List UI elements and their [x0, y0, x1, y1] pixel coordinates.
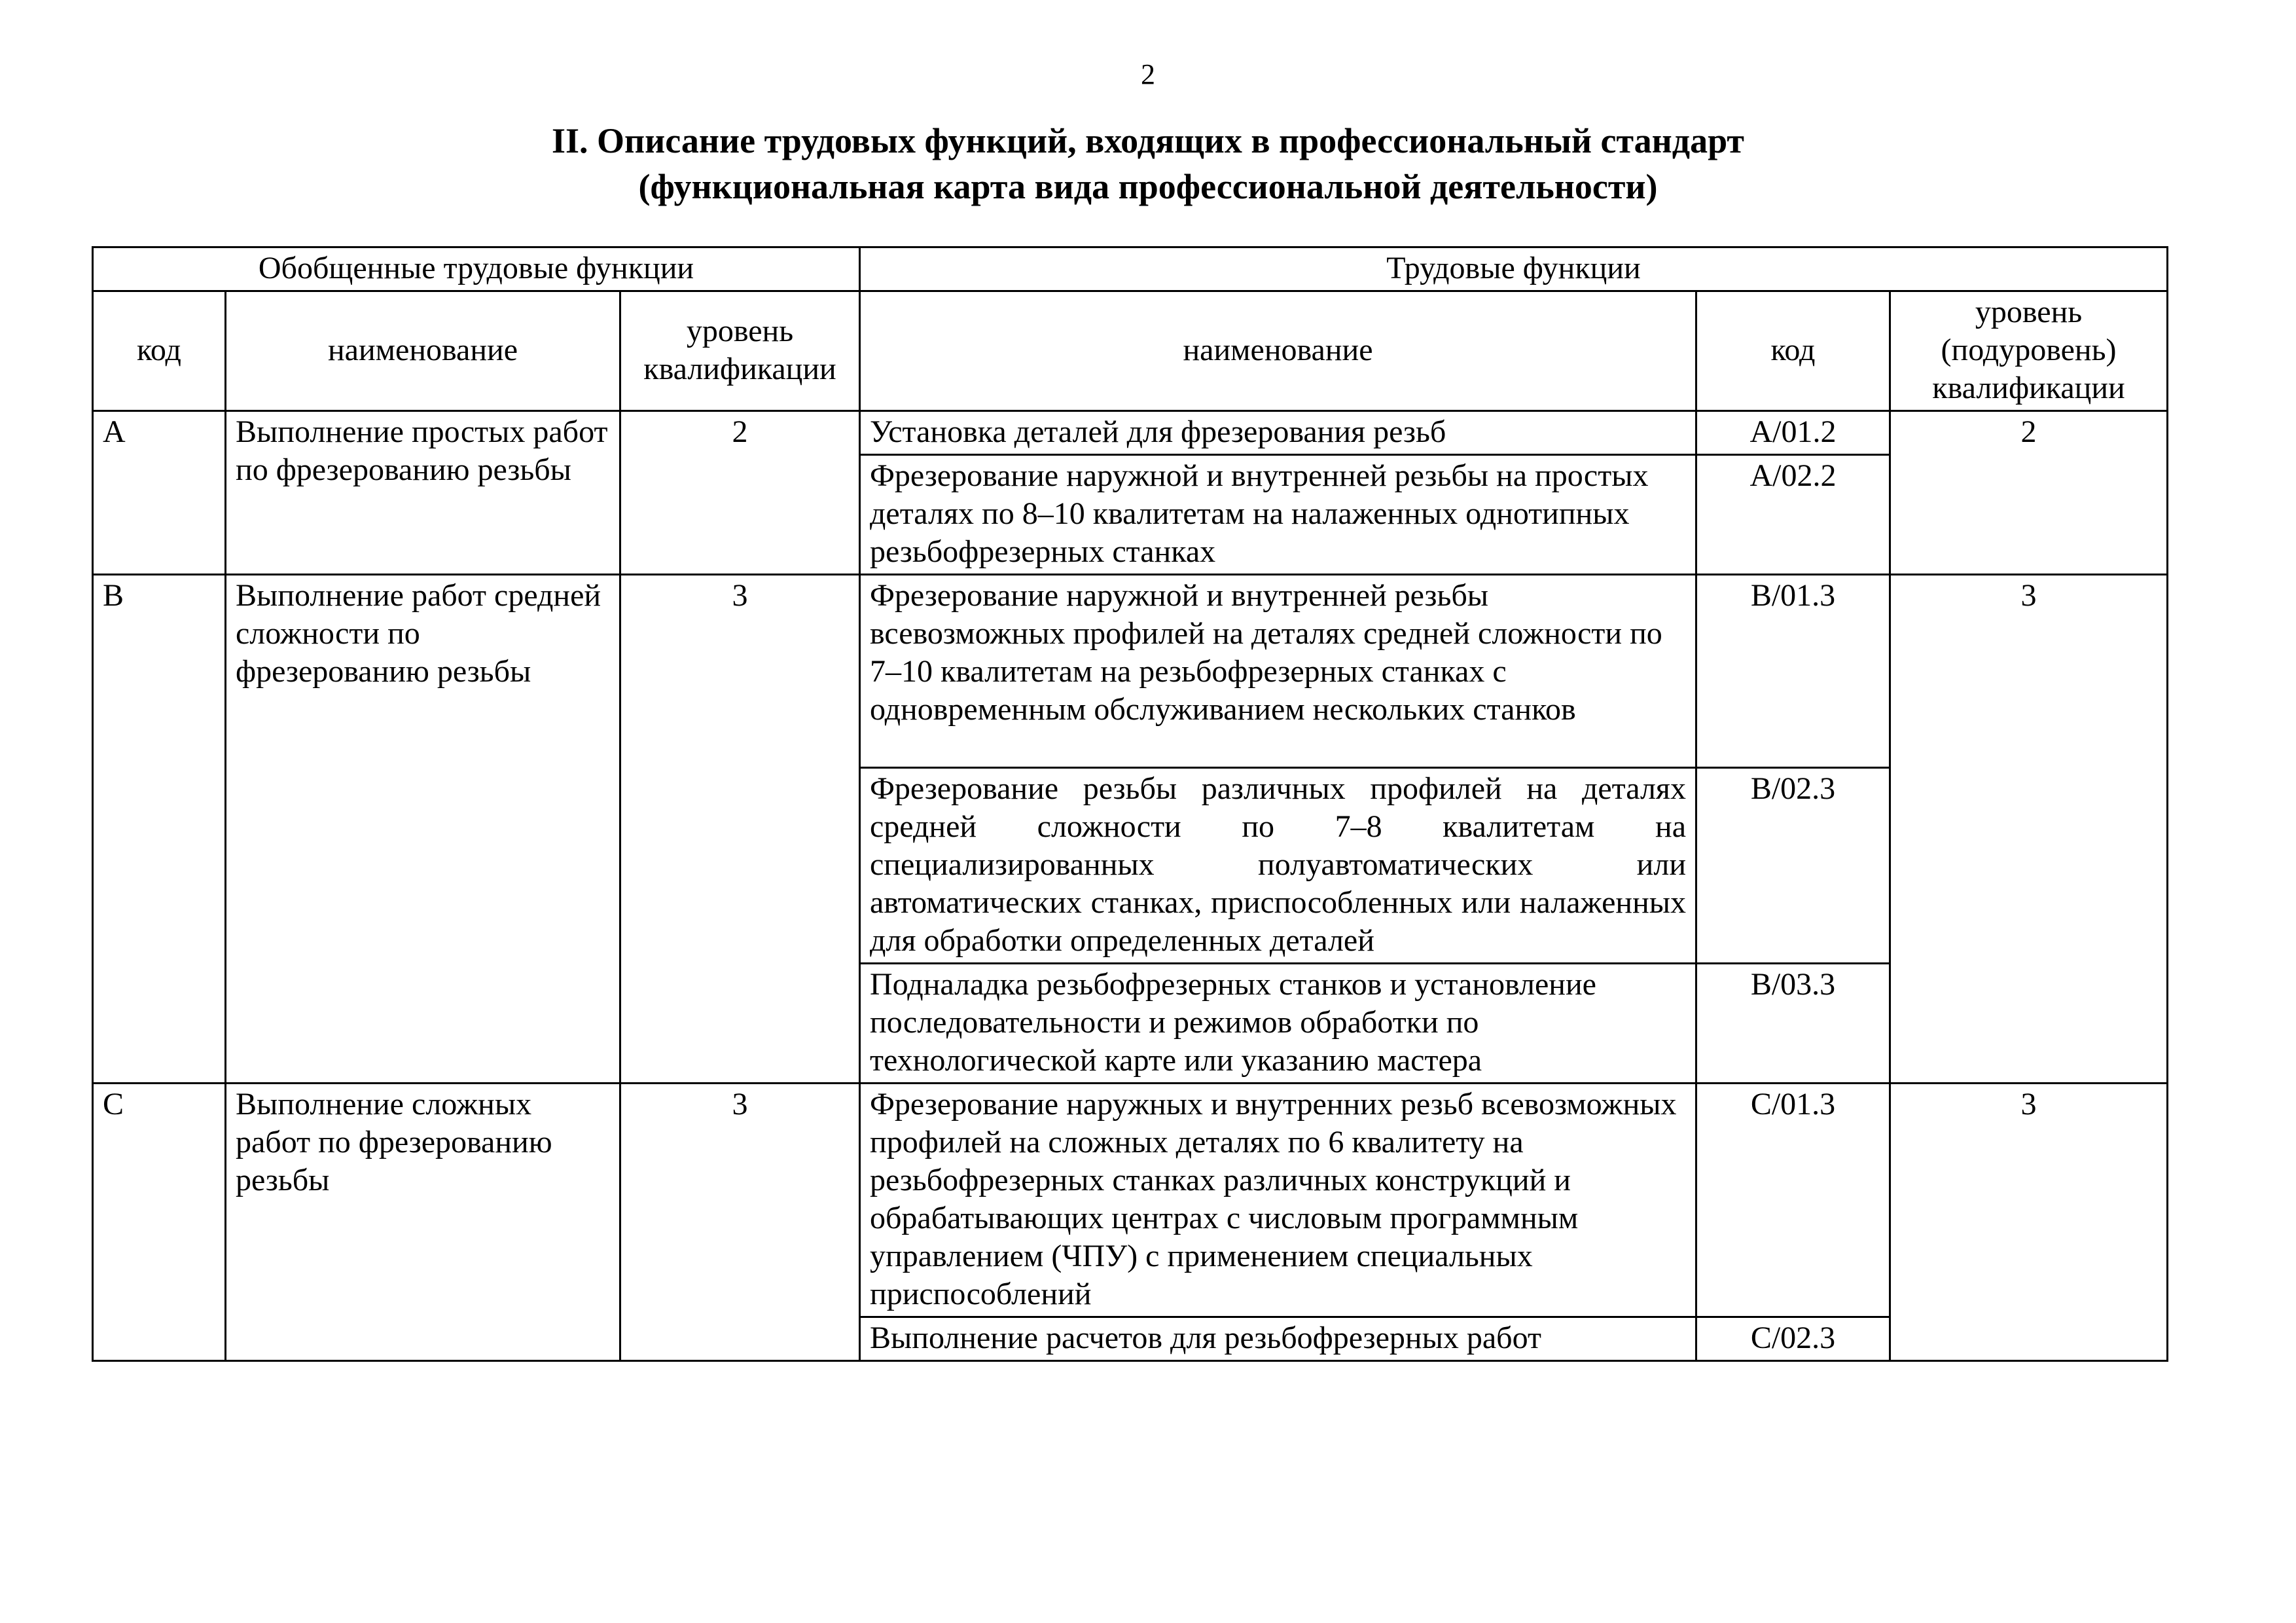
function-name: Фрезерование резьбы различных профилей на деталях средней сложности по 7–8 квалитетам на специализированных полуавтоматических или автоматических станках, приспособленных или налаженных для обработки определенных деталей [860, 768, 1696, 964]
function-code: B/02.3 [1696, 768, 1890, 964]
function-name: Фрезерование наружных и внутренних резьб всевозможных профилей на сложных деталях по 6 квалитету на резьбофрезерных станках различных конструкций и обрабатывающих центрах с числовым программным управлением (ЧПУ) с применением специальных приспособлений [860, 1084, 1696, 1317]
labor-functions-header: Трудовые функции [860, 247, 2168, 291]
function-sublevel: 3 [1890, 1084, 2168, 1361]
group-name: Выполнение работ средней сложности по фрезерованию резьбы [226, 575, 620, 1084]
table-row [93, 1084, 2168, 1317]
column-header-row [93, 291, 2168, 411]
gen-name-header: наименование [226, 291, 620, 411]
function-code: A/02.2 [1696, 455, 1890, 575]
title-line-2: (функциональная карта вида профессиональной деятельности) [638, 167, 1658, 206]
tf-code-header: код [1696, 291, 1890, 411]
group-code: A [93, 411, 226, 575]
function-name: Подналадка резьбофрезерных станков и установление последовательности и режимов обработки по технологической карте или указанию мастера [860, 964, 1696, 1084]
function-name: Выполнение расчетов для резьбофрезерных работ [860, 1317, 1696, 1361]
page-number: 2 [1141, 58, 1155, 90]
generalized-functions-header: Обобщенные трудовые функции [93, 247, 860, 291]
group-code: C [93, 1084, 226, 1361]
function-name: Фрезерование наружной и внутренней резьбы на простых деталях по 8–10 квалитетам на налаженных однотипных резьбофрезерных станках [860, 455, 1696, 575]
function-sublevel: 2 [1890, 411, 2168, 575]
tf-level-header: уровень (подуровень) квалификации [1890, 291, 2168, 411]
group-level: 3 [620, 1084, 860, 1361]
group-header-row [93, 247, 2168, 291]
function-name: Фрезерование наружной и внутренней резьбы всевозможных профилей на деталях средней сложности по 7–10 квалитетам на резьбофрезерных станках с одновременным обслуживанием нескольких станков [860, 575, 1696, 768]
function-code: C/01.3 [1696, 1084, 1890, 1317]
function-code: B/03.3 [1696, 964, 1890, 1084]
function-code: B/01.3 [1696, 575, 1890, 768]
functional-map-table [92, 246, 2168, 1362]
function-sublevel: 3 [1890, 575, 2168, 1084]
group-name: Выполнение сложных работ по фрезерованию резьбы [226, 1084, 620, 1361]
tf-name-header: наименование [860, 291, 1696, 411]
function-code: A/01.2 [1696, 411, 1890, 455]
gen-code-header: код [93, 291, 226, 411]
table-row [93, 411, 2168, 455]
gen-level-header: уровень квалификации [620, 291, 860, 411]
group-name: Выполнение простых работ по фрезерованию резьбы [226, 411, 620, 575]
title-line-1: II. Описание трудовых функций, входящих в профессиональный стандарт [552, 121, 1744, 160]
function-name: Установка деталей для фрезерования резьб [860, 411, 1696, 455]
group-level: 2 [620, 411, 860, 575]
function-code: C/02.3 [1696, 1317, 1890, 1361]
table-row [93, 575, 2168, 768]
group-code: B [93, 575, 226, 1084]
page-title [0, 118, 2296, 210]
group-level: 3 [620, 575, 860, 1084]
